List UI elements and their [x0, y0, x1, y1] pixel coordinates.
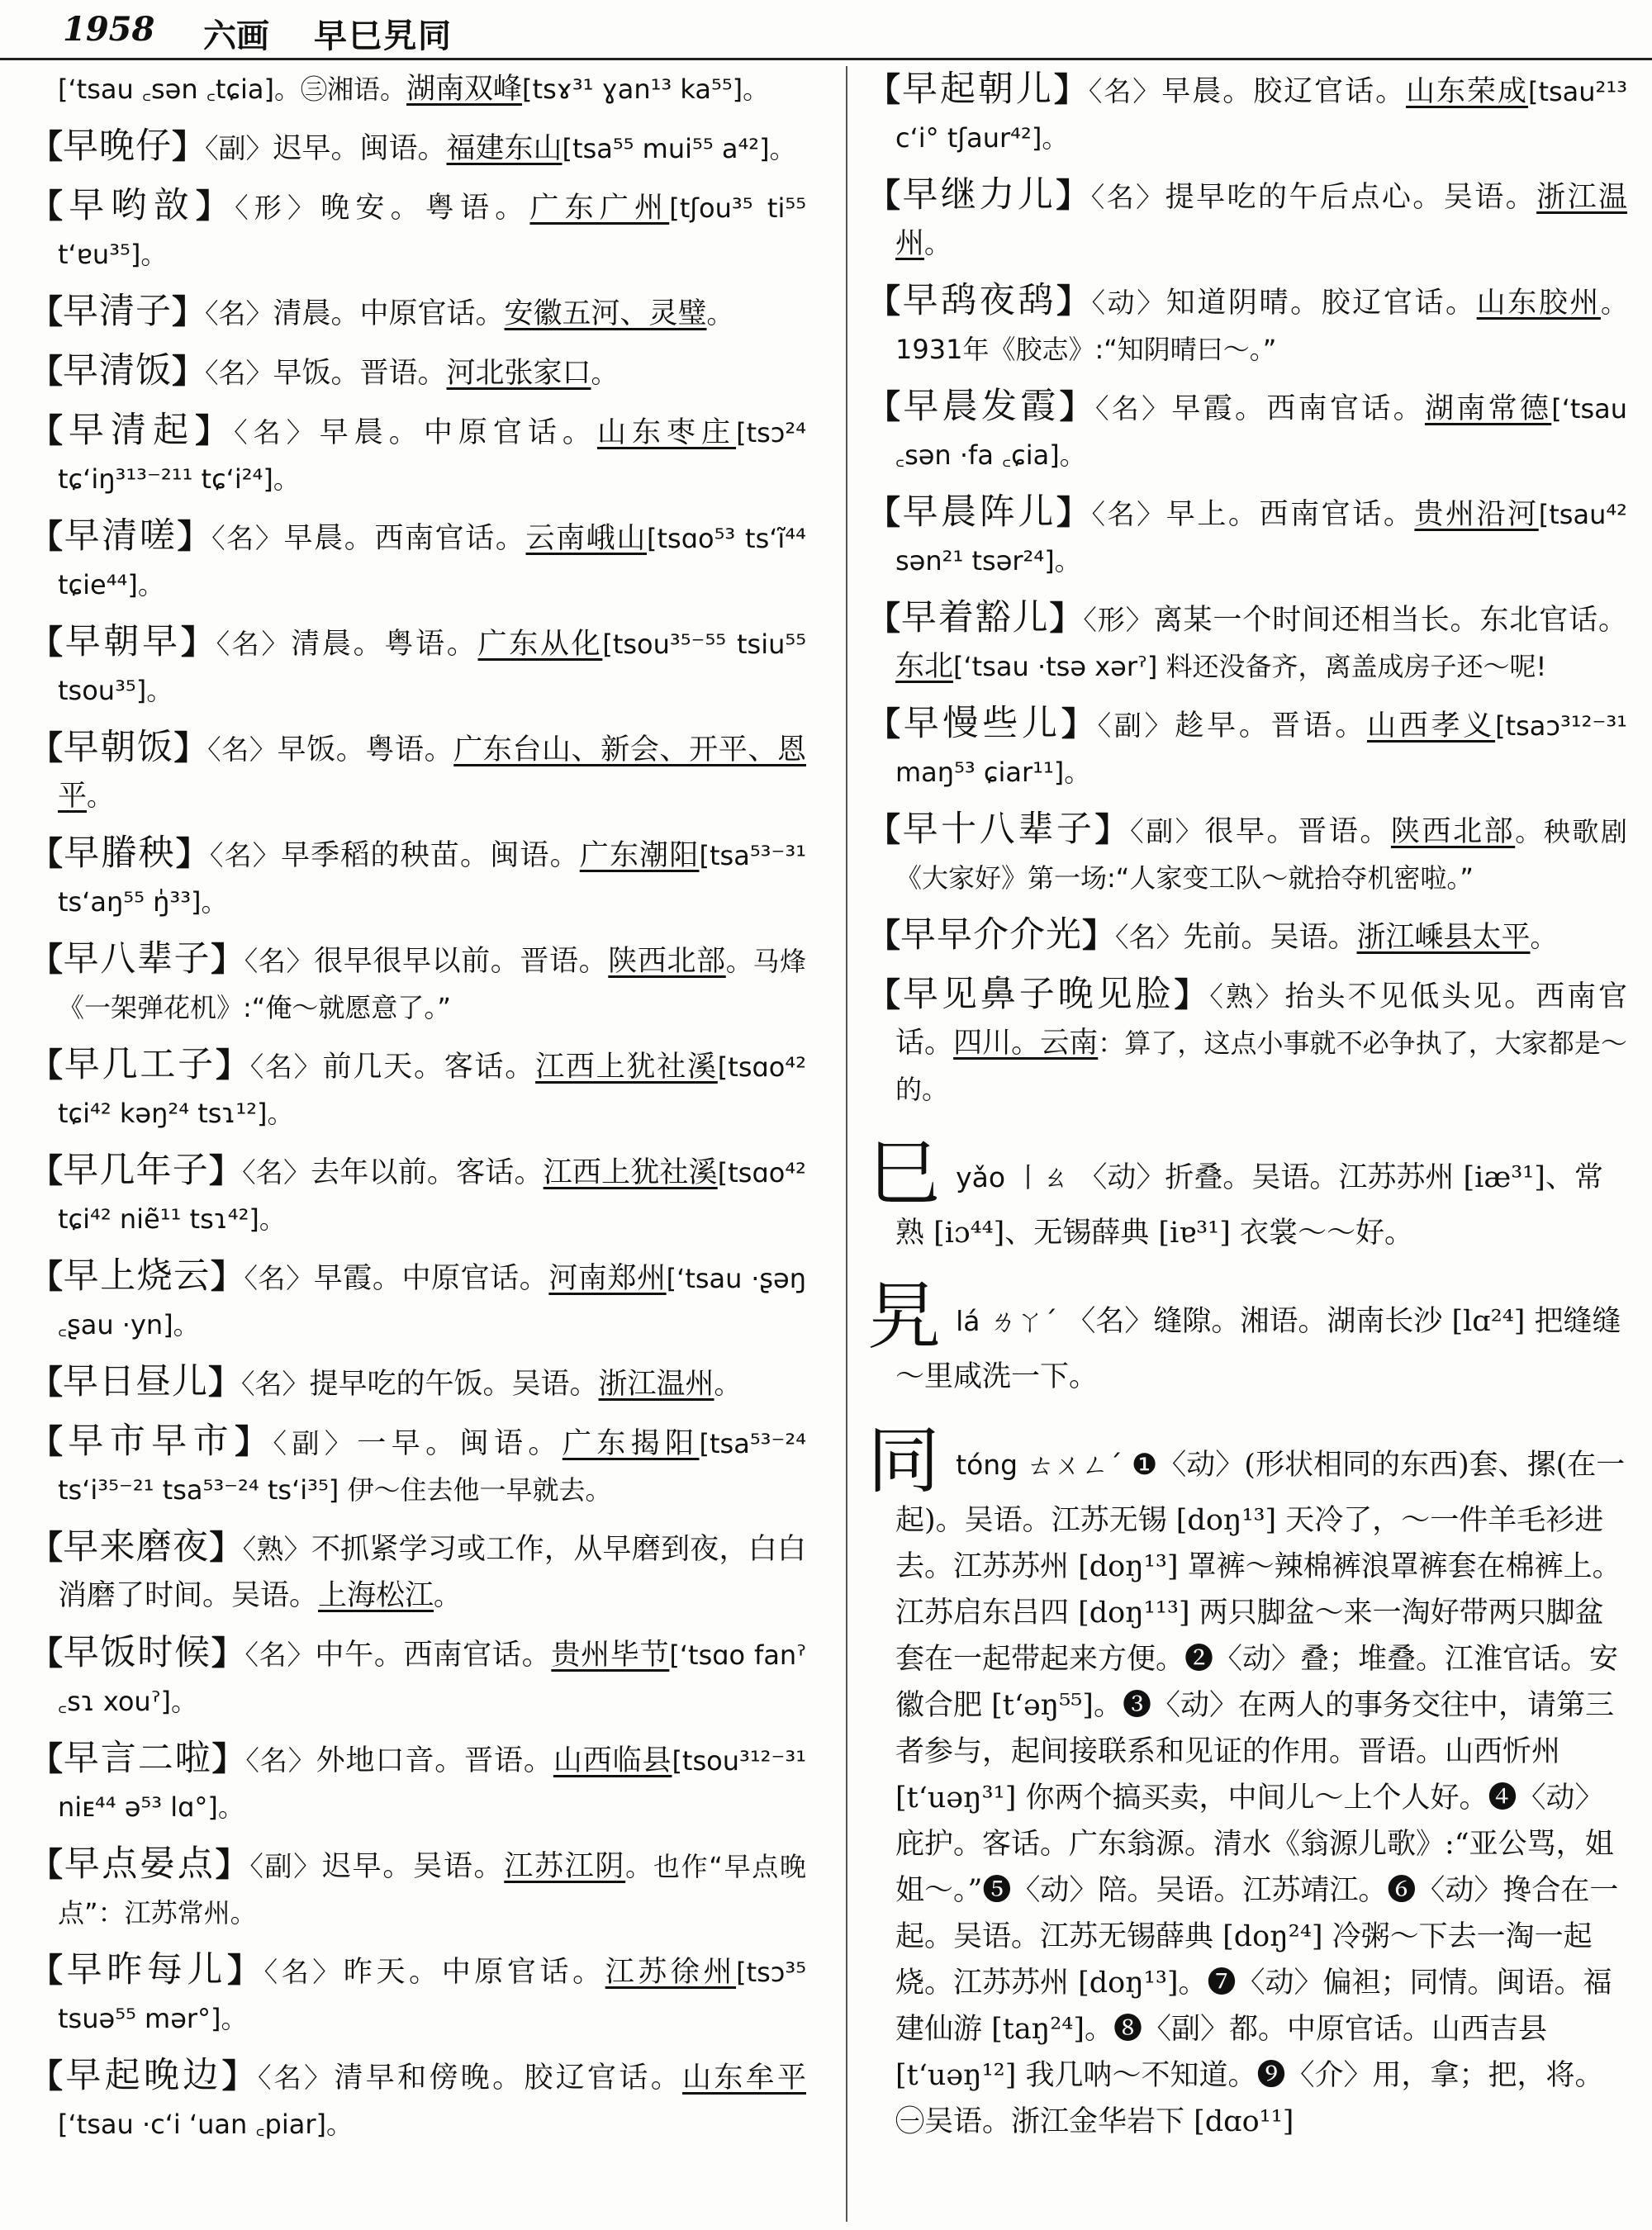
close-bracket: 】 — [209, 1528, 243, 1567]
definition: 〈名〉缝隙。湘语。湖南长沙 [lɑ²⁴] 把缝缝～里咸洗一下。 — [895, 1305, 1621, 1393]
column-divider — [846, 66, 847, 2222]
open-bracket: 【 — [867, 70, 902, 109]
definition: 早饭。晋语。 — [273, 357, 447, 390]
pronunciation-and-note: [ʻtsɑo fanˀ ꜀sɿ xouˀ]。 — [58, 1639, 807, 1717]
definition: 趁早。晋语。 — [1175, 709, 1367, 743]
place-name: 广东广州 — [529, 192, 670, 225]
dictionary-entry — [30, 407, 806, 502]
close-bracket: 】 — [208, 1151, 243, 1190]
entry-term: 早慢些儿 — [903, 703, 1061, 744]
close-bracket: 】 — [210, 1257, 244, 1296]
place-name: 福建东山 — [446, 132, 563, 165]
place-name: 广东台山、新会、开平、恩平 — [58, 733, 806, 813]
place-name: 四川。云南 — [953, 1027, 1099, 1060]
place-name: 浙江嵊县太平 — [1356, 921, 1531, 954]
open-bracket: 【 — [30, 2057, 66, 2095]
dictionary-entry — [30, 123, 806, 172]
place-name: 江苏徐州 — [605, 1956, 737, 1989]
definition: 早霞。中原官话。 — [313, 1262, 549, 1295]
pronunciation-and-note: [tsɑo⁵³ tsʻĩ⁴⁴ tɕie⁴⁴]。 — [58, 523, 806, 600]
pronunciation-and-note: [ʻtsau ꜀sən ·fa ꜀ɕia]。 — [895, 393, 1628, 471]
pronunciation-and-note: 。 — [1530, 922, 1557, 953]
entry-term: 早清起 — [69, 410, 196, 451]
part-of-speech: 〈熟〉 — [242, 1533, 311, 1565]
entry-term: 早几工子 — [64, 1044, 216, 1085]
pinyin: yǎo — [956, 1161, 1006, 1193]
definition: 很早很早以前。晋语。 — [314, 945, 609, 978]
open-bracket: 【 — [30, 1422, 69, 1461]
entry-term: 早起朝儿 — [901, 69, 1054, 110]
pronunciation-and-note: 。1931年《胶志》:“知阴晴曰～。” — [895, 287, 1628, 365]
pronunciation-and-note: 。也作“早点晚点”：江苏常州。 — [58, 1851, 807, 1929]
open-bracket: 【 — [30, 1257, 64, 1296]
open-bracket: 【 — [867, 493, 903, 532]
part-of-speech: 〈名〉 — [249, 1051, 323, 1083]
dictionary-entry — [30, 1418, 806, 1513]
close-bracket: 】 — [177, 517, 212, 556]
entry-term: 早朝饭 — [63, 727, 174, 768]
definition: 〈动〉折叠。吴语。江苏苏州 [iæ³¹]、常熟 [iɔ⁴⁴]、无锡薛典 [iɐ³¹] 衣裳～～好。 — [895, 1161, 1603, 1250]
open-bracket: 【 — [30, 940, 64, 979]
part-of-speech: 〈形〉 — [235, 192, 321, 224]
pronunciation-and-note: ：算了，这点小事就不必争执了，大家都是～的。 — [895, 1027, 1627, 1105]
dictionary-entry — [867, 700, 1627, 795]
open-bracket: 【 — [30, 187, 69, 225]
part-of-speech: 〈副〉 — [249, 1850, 322, 1882]
open-bracket: 【 — [867, 282, 903, 320]
open-bracket: 【 — [30, 1634, 64, 1672]
pronunciation-and-note: [tsɤ³¹ ɣan¹³ ka⁵⁵]。 — [522, 74, 770, 105]
place-name: 河南郑州 — [548, 1262, 667, 1295]
close-bracket: 】 — [1061, 705, 1098, 743]
part-of-speech: 〈名〉 — [263, 1956, 344, 1988]
open-bracket: 【 — [867, 176, 903, 215]
headword-char: 旯 — [867, 1274, 941, 1359]
part-of-speech: 〈名〉 — [244, 1639, 316, 1671]
open-bracket: 【 — [867, 599, 901, 638]
place-name: 山西临县 — [553, 1744, 672, 1777]
open-bracket: 【 — [867, 975, 903, 1014]
close-bracket: 】 — [227, 1951, 264, 1990]
entry-term: 早清嗟 — [64, 515, 178, 557]
entry-term: 早言二啦 — [63, 1738, 212, 1779]
dictionary-entry — [30, 1630, 806, 1725]
entry-term: 早清子 — [63, 291, 172, 332]
entry-term: 早八辈子 — [63, 938, 211, 980]
pronunciation-and-note: [ʻtsau ·ʂəŋ ꜀ʂau ·yn]。 — [58, 1263, 806, 1340]
pronunciation-and-note: [tsɔ³⁵ tsuə⁵⁵ mər°]。 — [58, 1957, 807, 2034]
open-bracket: 【 — [30, 1951, 67, 1990]
open-bracket: 【 — [30, 1528, 64, 1567]
dictionary-entry — [867, 806, 1627, 901]
entry-term: 早膡秧 — [64, 833, 176, 874]
dictionary-entry — [30, 1735, 806, 1830]
dictionary-entry — [867, 595, 1627, 690]
pronunciation-and-note: [ʻtsau ·cʻi ʻuan ꜀piar]。 — [58, 2109, 353, 2140]
definition: 很早。晋语。 — [1204, 815, 1391, 848]
open-bracket: 【 — [30, 127, 63, 166]
dictionary-entry — [867, 971, 1627, 1113]
pronunciation-and-note: 。 — [87, 780, 114, 812]
open-bracket: 【 — [30, 1363, 63, 1402]
dictionary-entry — [30, 724, 806, 819]
definition: 清早和傍晚。胶辽官话。 — [334, 2062, 683, 2095]
part-of-speech: 〈名〉 — [205, 297, 273, 330]
definition: 迟早。闽语。 — [273, 132, 447, 165]
close-bracket: 】 — [175, 834, 210, 873]
close-bracket: 】 — [172, 352, 205, 391]
close-bracket: 】 — [1053, 70, 1089, 109]
pronunciation-and-note: 。 — [706, 298, 733, 330]
part-of-speech: 〈动〉 — [1091, 287, 1166, 319]
headword-char: 巳 — [867, 1131, 941, 1216]
place-name: 上海松江 — [318, 1579, 434, 1612]
place-name: 浙江温州 — [598, 1368, 714, 1401]
entry-term: 早点晏点 — [64, 1843, 216, 1885]
definition: 不抓紧学习或工作，从早磨到夜，白白消磨了时间。吴语。 — [58, 1533, 807, 1612]
part-of-speech: 〈名〉 — [1088, 75, 1162, 107]
close-bracket: 】 — [1056, 282, 1092, 320]
dictionary-entry — [30, 1147, 806, 1242]
place-name: 云南峨山 — [525, 522, 647, 555]
pronunciation-and-note: 。 — [924, 228, 952, 259]
definition: 清晨。中原官话。 — [273, 297, 505, 330]
entry-term: 早哟敨 — [69, 185, 196, 226]
continued-entry — [30, 66, 806, 112]
left-column — [30, 66, 806, 2158]
part-of-speech: 〈副〉 — [1097, 709, 1175, 742]
definition: 先前。吴语。 — [1183, 921, 1357, 954]
pronunciation-and-note: 。 — [714, 1369, 741, 1400]
page-header — [0, 0, 1652, 60]
dictionary-entry — [30, 513, 806, 608]
pronunciation-and-note: [tsau⁴² sən²¹ tsər²⁴]。 — [895, 499, 1627, 576]
part-of-speech: 〈副〉 — [1130, 815, 1205, 847]
dictionary-entry — [867, 66, 1627, 161]
definition: 抬头不见低头见。西南官话。 — [895, 980, 1628, 1060]
part-of-speech: 〈名〉 — [244, 945, 315, 977]
open-bracket: 【 — [30, 834, 64, 873]
close-bracket: 】 — [211, 1739, 246, 1778]
place-name: 江西上犹社溪 — [543, 1156, 718, 1189]
part-of-speech: 〈副〉 — [205, 132, 273, 164]
right-column — [867, 66, 1627, 2160]
place-name: 山东荣成 — [1406, 75, 1528, 108]
close-bracket: 】 — [195, 187, 235, 225]
close-bracket: 】 — [208, 1363, 241, 1402]
definition: 提早吃的午饭。吴语。 — [309, 1368, 599, 1401]
open-bracket: 【 — [30, 411, 69, 450]
part-of-speech: 〈名〉 — [1091, 498, 1166, 530]
part-of-speech: 〈名〉 — [241, 1368, 310, 1400]
entry-term: 早昨每儿 — [66, 1949, 227, 1990]
definition: 早季稻的秧苗。闽语。 — [280, 839, 580, 872]
place-name: 广东潮阳 — [579, 839, 700, 872]
place-name: 广东从化 — [477, 628, 603, 661]
definition: 昨天。中原官话。 — [343, 1956, 605, 1989]
dictionary-entry — [30, 288, 806, 337]
pronunciation-and-note: [tsa⁵³⁻³¹ tsʻaŋ⁵⁵ ŋ̍³³]。 — [58, 840, 807, 918]
pronunciation-and-note: [tsa⁵³⁻²⁴ tsʻi³⁵⁻²¹ tsa⁵³⁻²⁴ tsʻi³⁵] 伊～住去他一早就去。 — [58, 1428, 807, 1506]
definition: 离某一个时间还相当长。东北官话。 — [1153, 604, 1628, 637]
close-bracket: 】 — [180, 623, 216, 662]
open-bracket: 【 — [30, 623, 65, 662]
part-of-speech: 〈名〉 — [1094, 392, 1172, 425]
dictionary-entry — [30, 1524, 806, 1619]
entry-term: 早晨阵儿 — [902, 491, 1056, 533]
page-number: 1958 — [63, 10, 155, 49]
place-name: 山东胶州 — [1476, 287, 1601, 320]
close-bracket: 】 — [1174, 975, 1210, 1014]
headword-yao — [867, 1131, 1627, 1256]
entry-term: 早来磨夜 — [63, 1526, 210, 1568]
open-bracket: 【 — [30, 352, 63, 391]
place-name: 安徽五河、灵璧 — [504, 297, 707, 330]
definition: 早霞。西南官话。 — [1171, 392, 1425, 425]
definition: 早晨。胶辽官话。 — [1161, 75, 1407, 108]
part-of-speech: 〈名〉 — [205, 357, 273, 389]
dictionary-entry — [30, 830, 806, 925]
part-of-speech: 〈副〉 — [273, 1427, 358, 1459]
open-bracket: 【 — [30, 292, 63, 331]
part-of-speech: 〈名〉 — [211, 522, 284, 554]
close-bracket: 】 — [235, 1422, 273, 1461]
part-of-speech: 〈名〉 — [207, 733, 278, 766]
place-name: 江苏江阴 — [504, 1850, 626, 1883]
entry-term: 早朝早 — [64, 621, 181, 662]
open-bracket: 【 — [867, 916, 900, 955]
definition: 去年以前。客话。 — [311, 1156, 544, 1189]
part-of-speech: 〈名〉 — [244, 1262, 314, 1294]
pronunciation-and-note: [tsou³¹²⁻³¹ niᴇ⁴⁴ ə⁵³ lɑ°]。 — [58, 1745, 807, 1823]
entry-term: 早鸹夜鸹 — [902, 280, 1056, 321]
dictionary-entry — [867, 912, 1627, 961]
open-bracket: 【 — [30, 728, 64, 767]
pronunciation-and-note: [tsou³⁵⁻⁵⁵ tsiu⁵⁵ tsou³⁵]。 — [58, 629, 807, 706]
place-name: 广东揭阳 — [562, 1427, 700, 1460]
part-of-speech: 〈名〉 — [209, 839, 281, 871]
part-of-speech: 〈名〉 — [216, 628, 292, 660]
place-name: 东北 — [895, 650, 954, 683]
close-bracket: 】 — [195, 411, 235, 450]
pronunciation-and-note: [tsau²¹³ cʻi° tʃaur⁴²]。 — [895, 76, 1628, 154]
entry-term: 早早介介光 — [900, 914, 1082, 956]
entry-term: 早着豁儿 — [900, 597, 1050, 638]
part-of-speech: 〈名〉 — [257, 2062, 335, 2094]
definition: 知道阴晴。胶辽官话。 — [1165, 287, 1477, 320]
close-bracket: 】 — [1049, 599, 1084, 638]
dictionary-entry — [30, 183, 806, 278]
pronunciation-and-note: [tsɔ²⁴ tɕʻiŋ³¹³⁻²¹¹ tɕʻi²⁴]。 — [58, 417, 807, 495]
pronunciation-and-note: [tsɑo⁴² tɕi⁴² kəŋ²⁴ tsɿ¹²]。 — [58, 1051, 807, 1129]
open-bracket: 【 — [30, 517, 64, 556]
definition: 清晨。粤语。 — [291, 628, 478, 661]
dictionary-entry — [30, 348, 806, 396]
entry-term: 早晨发霞 — [903, 386, 1060, 427]
open-bracket: 【 — [30, 1739, 64, 1778]
dictionary-entry — [30, 1947, 806, 2042]
zhuyin: ㄊㄨㄥˊ — [1027, 1449, 1123, 1481]
entry-term: 早晚仔 — [63, 126, 172, 167]
entry-term: 早市早市 — [68, 1421, 235, 1462]
pinyin: tóng — [956, 1449, 1018, 1481]
close-bracket: 】 — [215, 1046, 250, 1084]
entry-term: 早日昼儿 — [63, 1361, 208, 1402]
place-name: 贵州毕节 — [551, 1639, 670, 1672]
close-bracket: 】 — [1082, 916, 1115, 955]
place-name: 陕西北部 — [1390, 815, 1516, 848]
close-bracket: 】 — [172, 292, 205, 331]
close-bracket: 】 — [1056, 493, 1092, 532]
close-bracket: 】 — [1094, 810, 1131, 849]
entry-term: 早见鼻子晚见脸 — [902, 974, 1175, 1015]
close-bracket: 】 — [215, 1845, 250, 1884]
open-bracket: 【 — [30, 1151, 64, 1190]
definition: 前几天。客话。 — [322, 1051, 536, 1084]
entry-term: 早几年子 — [63, 1150, 209, 1191]
entry-term: 早上烧云 — [63, 1255, 211, 1297]
pronunciation-and-note: [tsɑo⁴² tɕi⁴² niẽ¹¹ tsɿ⁴²]。 — [58, 1157, 806, 1235]
place-name: 湖南双峰 — [406, 73, 523, 106]
zhuyin: 丨ㄠ — [1014, 1161, 1070, 1193]
dictionary-entry — [867, 383, 1627, 478]
definition: 中午。西南官话。 — [315, 1639, 552, 1672]
place-name: 山东牟平 — [682, 2062, 807, 2095]
pronunciation-and-note: 。马烽《一架弹花机》:“俺～就愿意了。” — [58, 946, 807, 1023]
close-bracket: 】 — [172, 127, 205, 166]
stroke-count: 六画 — [203, 17, 269, 55]
place-name: 贵州沿河 — [1414, 498, 1539, 531]
entry-term: 早继力儿 — [902, 174, 1056, 216]
place-name: 浙江温州 — [895, 181, 1628, 260]
definition: 早晨。中原官话。 — [319, 416, 597, 449]
open-bracket: 【 — [867, 387, 904, 426]
open-bracket: 【 — [867, 810, 903, 849]
dictionary-entry — [30, 1253, 806, 1348]
place-name: 江西上犹社溪 — [535, 1051, 718, 1084]
pronunciation-and-note: 。秧歌剧《大家好》第一场:“人家变工队～就拾夺机密啦。” — [895, 816, 1628, 894]
pronunciation-and-note: [tsa⁵⁵ mui⁵⁵ a⁴²]。 — [562, 133, 796, 164]
pronunciation-and-note: [tsaɔ³¹²⁻³¹ maŋ⁵³ ɕiar¹¹]。 — [895, 710, 1627, 788]
definition: 早饭。粤语。 — [277, 733, 454, 766]
place-name: 河北张家口 — [446, 357, 591, 390]
dictionary-entry — [30, 1041, 806, 1136]
pinyin: lá — [956, 1305, 980, 1337]
open-bracket: 【 — [30, 1845, 64, 1884]
dictionary-entry — [867, 172, 1627, 267]
definition: 迟早。吴语。 — [321, 1850, 505, 1883]
close-bracket: 】 — [1056, 176, 1091, 215]
definition: 早上。西南官话。 — [1165, 498, 1415, 531]
close-bracket: 】 — [221, 2057, 258, 2095]
place-name: 陕西北部 — [608, 945, 726, 978]
place-name: 湖南常德 — [1424, 392, 1552, 425]
dictionary-entry — [30, 619, 806, 714]
part-of-speech: 〈熟〉 — [1209, 980, 1285, 1013]
definition: 早晨。西南官话。 — [283, 522, 526, 555]
open-bracket: 【 — [867, 705, 904, 743]
continued-text: [ʻtsau ꜀sən ꜀tɕia]。㊂湘语。 — [58, 74, 407, 105]
definition: 晚安。粤语。 — [320, 192, 530, 225]
header-characters: 早巳旯同 — [314, 17, 453, 55]
pronunciation-and-note: 。 — [591, 358, 618, 389]
place-name: 山东枣庄 — [596, 416, 737, 449]
dictionary-entry — [867, 489, 1627, 584]
close-bracket: 】 — [1059, 387, 1095, 426]
place-name: 山西孝义 — [1367, 709, 1496, 743]
dictionary-entry — [30, 936, 806, 1031]
part-of-speech: 〈形〉 — [1083, 604, 1154, 636]
close-bracket: 】 — [173, 728, 208, 767]
definition: 一早。闽语。 — [357, 1427, 563, 1460]
dictionary-entry — [867, 278, 1627, 372]
definition: 外地口音。晋语。 — [316, 1744, 553, 1777]
open-bracket: 【 — [30, 1046, 64, 1084]
entry-term: 早饭时候 — [63, 1632, 211, 1673]
part-of-speech: 〈名〉 — [234, 416, 320, 448]
part-of-speech: 〈名〉 — [242, 1156, 311, 1189]
pronunciation-and-note: [tʃou³⁵ ti⁵⁵ tʻɐu³⁵]。 — [58, 192, 807, 270]
headword-tong — [867, 1418, 1627, 2145]
pronunciation-and-note: 。 — [434, 1580, 461, 1611]
dictionary-entry — [30, 2052, 806, 2147]
entry-term: 早清饭 — [63, 350, 172, 391]
dictionary-entry — [30, 1359, 806, 1407]
headword-la — [867, 1274, 1627, 1400]
close-bracket: 】 — [211, 1634, 245, 1672]
part-of-speech: 〈名〉 — [1115, 921, 1184, 953]
zhuyin: ㄌㄚˊ — [989, 1305, 1058, 1337]
dictionary-entry — [30, 1841, 806, 1936]
definition: 提早吃的午后点心。吴语。 — [1165, 181, 1537, 214]
headword-char: 同 — [867, 1418, 941, 1503]
entry-term: 早十八辈子 — [902, 809, 1095, 850]
definition: ❶〈动〉(形状相同的东西)套、摞(在一起)。吴语。江苏无锡 [doŋ¹³] 天冷了，～一件羊毛衫进去。江苏苏州 [doŋ¹³] 罩裤～辣棉裤浪罩裤套在棉裤上。江苏启东吕四 [doŋ¹¹³] 两只脚盆～来一淘好带两只脚盆套在一起带起来方便。❷〈动〉叠；堆叠。江淮官话。安徽合肥 [tʻəŋ⁵⁵]。❸〈动〉在两人的事务交往中，请第三者参与，起间接联系和见证的作用。晋语。山西忻州 [tʻuəŋ³¹] 你两个搞买卖，中间儿～上个人好。❹〈动〉庇护。客话。广东翁源。清水《翁源儿歌》:“亚公骂，姐姐～。”❺〈动〉陪。吴语。江苏靖江。❻〈动〉搀合在一起。吴语。江苏无锡薛典 [doŋ²⁴] 冷粥～下去一淘一起烧。江苏苏州 [doŋ¹³]。❼〈动〉偏袒；同情。闽语。福建仙游 [taŋ²⁴]。❽〈副〉都。中原官话。山西吉县 [tʻuəŋ¹²] 我几呐～不知道。❾〈介〉用，拿；把，将。㊀吴语。浙江金华岩下 [dɑo¹¹] — [895, 1449, 1626, 2138]
part-of-speech: 〈名〉 — [1090, 181, 1165, 213]
entry-term: 早起晚边 — [65, 2055, 222, 2096]
pronunciation-and-note: [ʻtsau ·tsə xərˀ] 料还没备齐，离盖成房子还～呢! — [953, 651, 1547, 682]
close-bracket: 】 — [211, 940, 244, 979]
part-of-speech: 〈名〉 — [245, 1744, 316, 1777]
